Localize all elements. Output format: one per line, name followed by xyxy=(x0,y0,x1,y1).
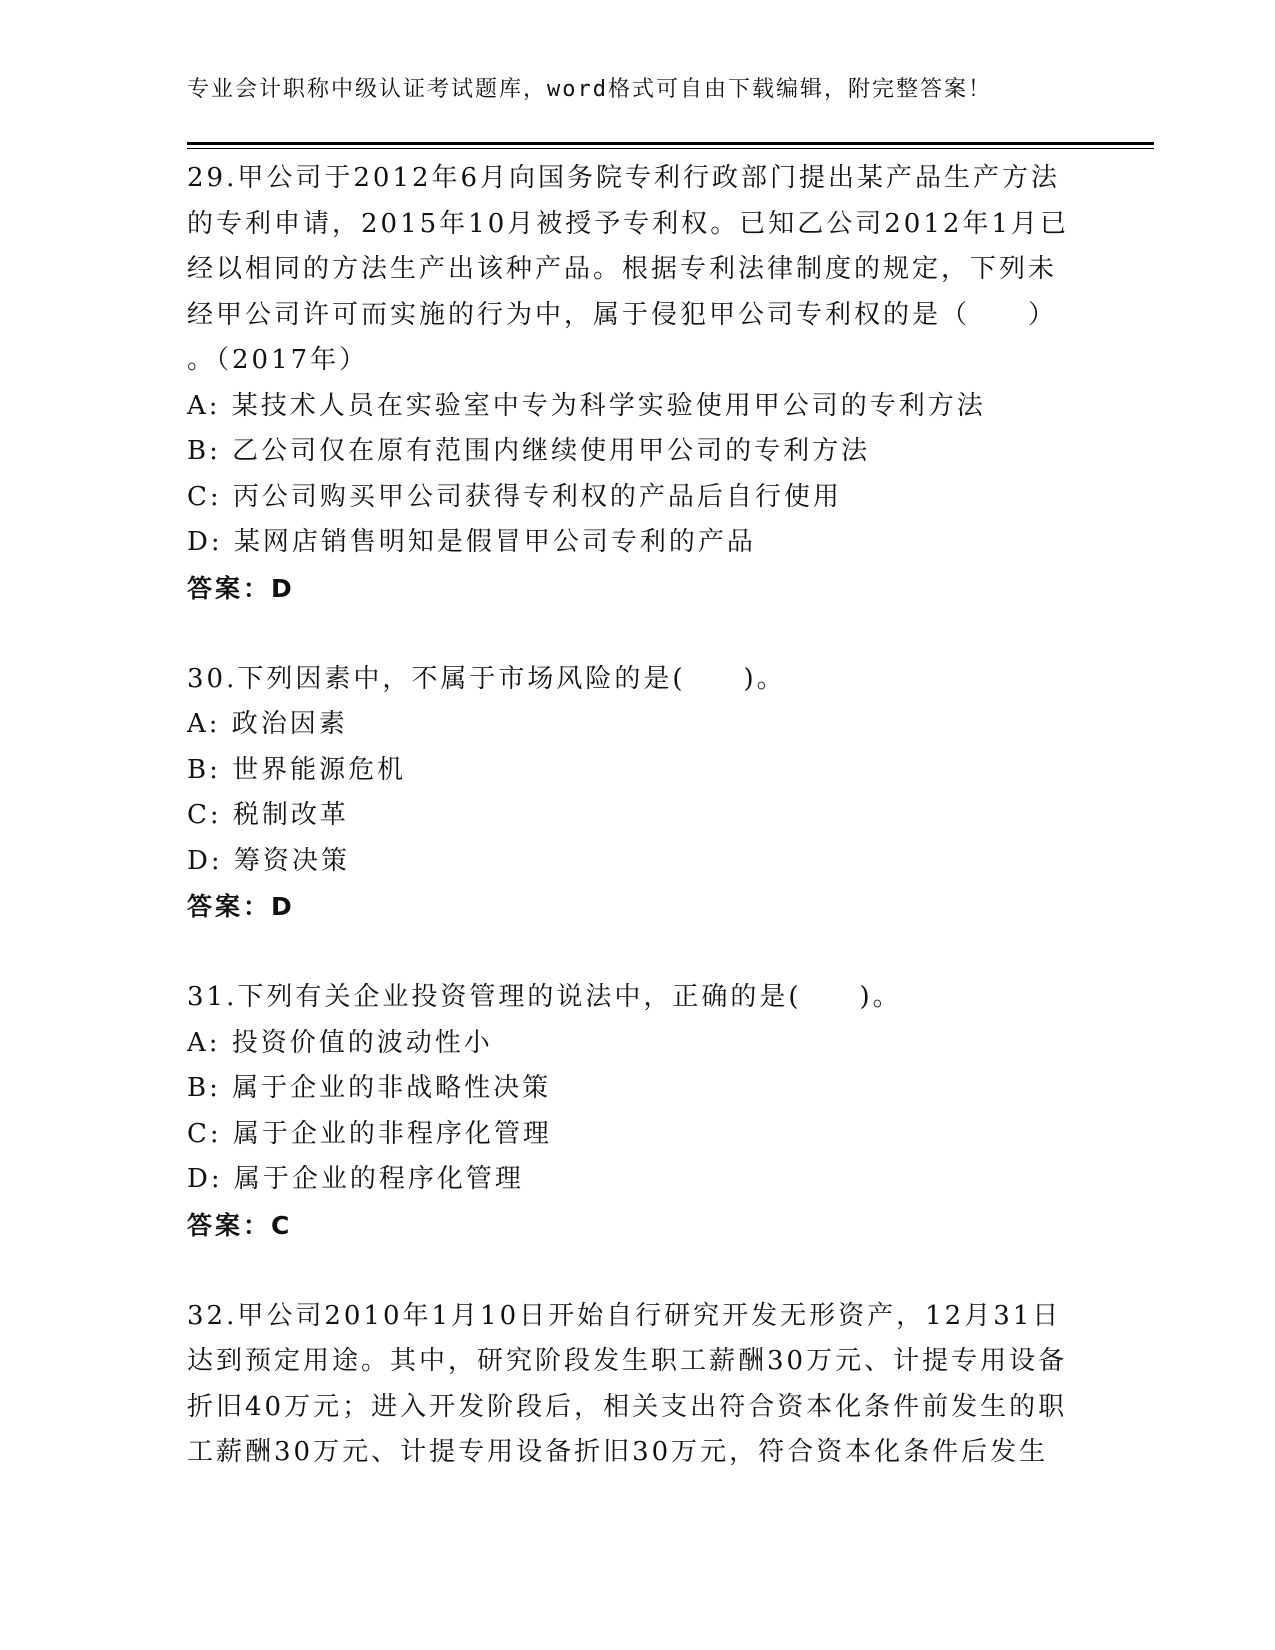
question-text-line: 工薪酬30万元、计提专用设备折旧30万元，符合资本化条件后发生 xyxy=(187,1437,1049,1467)
question-text-line: 30.下列因素中，不属于市场风险的是( )。 xyxy=(187,663,786,694)
page-header: 专业会计职称中级认证考试题库，word格式可自由下载编辑，附完整答案！ xyxy=(187,77,992,102)
option-c: C: 丙公司购买甲公司获得专利权的产品后自行使用 xyxy=(187,481,842,512)
option-a: A: 政治因素 xyxy=(187,709,348,739)
question-text-line: 。（2017年） xyxy=(187,345,369,375)
option-b: B: 世界能源危机 xyxy=(187,754,407,785)
option-b: B: 属于企业的非战略性决策 xyxy=(187,1073,552,1103)
question-text-line: 折旧40万元；进入开发阶段后，相关支出符合资本化条件前发生的职 xyxy=(187,1391,1068,1422)
answer: 答案：C xyxy=(187,1210,293,1240)
question-text-line: 达到预定用途。其中，研究阶段发生职工薪酬30万元、计提专用设备 xyxy=(187,1346,1068,1376)
option-d: D: 筹资决策 xyxy=(187,845,350,876)
question-text-line: 32.甲公司2010年1月10日开始自行研究开发无形资产，12月31日 xyxy=(187,1300,1062,1331)
option-a: A: 投资价值的波动性小 xyxy=(187,1027,493,1058)
question-text-line: 31.下列有关企业投资管理的说法中，正确的是( )。 xyxy=(187,982,902,1012)
question-text-line: 经以相同的方法生产出该种产品。根据专利法律制度的规定，下列未 xyxy=(187,254,1058,284)
question-text-line: 29.甲公司于2012年6月向国务院专利行政部门提出某产品生产方法 xyxy=(187,163,1061,193)
option-c: C: 属于企业的非程序化管理 xyxy=(187,1118,552,1149)
spacer xyxy=(187,1248,1077,1294)
option-a: A: 某技术人员在实验室中专为科学实验使用甲公司的专利方法 xyxy=(187,390,986,421)
question-32 xyxy=(187,1294,1077,1476)
question-31 xyxy=(187,975,1077,1248)
option-d: D: 某网店销售明知是假冒甲公司专利的产品 xyxy=(187,527,756,557)
answer: 答案：D xyxy=(187,892,295,921)
question-text-line: 经甲公司许可而实施的行为中，属于侵犯甲公司专利权的是（ ） xyxy=(187,299,1058,330)
option-d: D: 属于企业的程序化管理 xyxy=(187,1164,524,1194)
question-30 xyxy=(187,657,1077,930)
question-text-line: 的专利申请，2015年10月被授予专利权。已知乙公司2012年1月已 xyxy=(187,208,1069,239)
question-list xyxy=(187,156,1077,1476)
option-c: C: 税制改革 xyxy=(187,800,349,830)
option-b: B: 乙公司仅在原有范围内继续使用甲公司的专利方法 xyxy=(187,436,871,466)
header-rule-thin xyxy=(187,148,1154,149)
spacer xyxy=(187,930,1077,976)
header-rule-thick xyxy=(187,142,1154,145)
spacer xyxy=(187,611,1077,657)
answer: 答案：D xyxy=(187,573,295,603)
question-29 xyxy=(187,156,1077,611)
